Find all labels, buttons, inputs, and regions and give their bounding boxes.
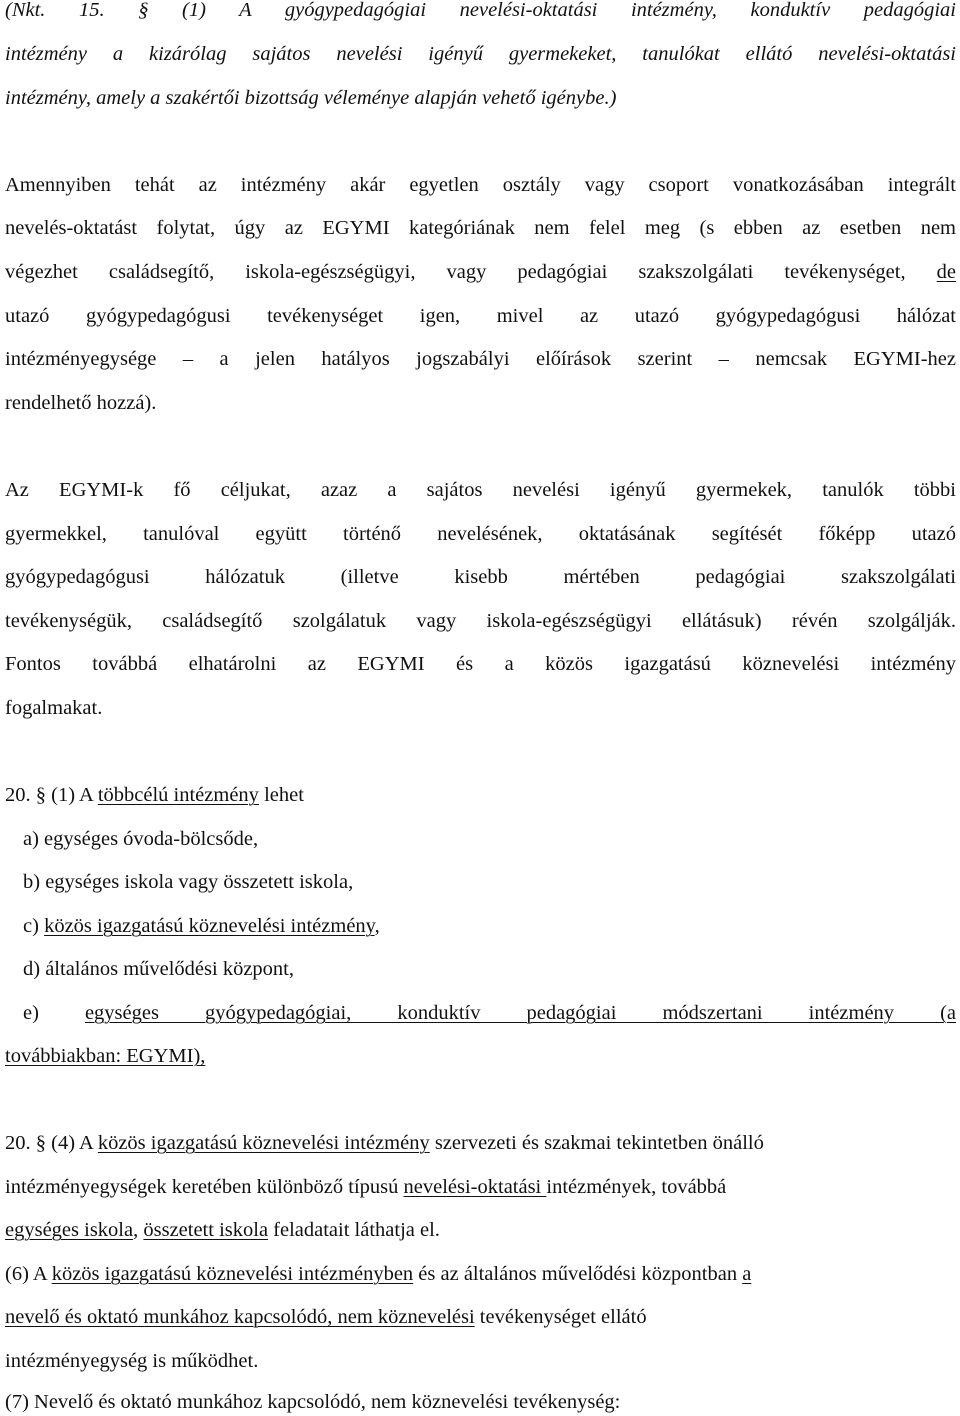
para1-line-5: intézményegysége – a jelen hatályos jogszabályi előírások szerint – nemcsak EGYMI-hez xyxy=(5,348,956,370)
note-line-3: intézmény, amely a szakértői bizottság véleménye alapján vehető igénybe.) xyxy=(5,87,617,109)
note-line-2: intézmény a kizárólag sajátos nevelési igényű gyermekeket, tanulókat ellátó nevelési-oktatási xyxy=(5,43,956,65)
para1-line-4: utazó gyógypedagógusi tevékenységet igen, mivel az utazó gyógypedagógusi hálózat xyxy=(5,305,956,327)
section-20-6-line-2: nevelő és oktató munkához kapcsolódó, nem köznevelési tevékenységet ellátó xyxy=(5,1306,647,1328)
section-20-4-line-3: egységes iskola, összetett iskola feladatait láthatja el. xyxy=(5,1219,440,1241)
list-item-a: a) egységes óvoda-bölcsőde, xyxy=(23,828,259,850)
section-20-6-line-1: (6) A közös igazgatású köznevelési intézményben és az általános művelődési központban a xyxy=(5,1263,752,1285)
section-20-4-line-2: intézményegységek keretében különböző típusú nevelési-oktatási intézmények, továbbá xyxy=(5,1176,727,1198)
list-item-e: e) egységes gyógypedagógiai, konduktív pedagógiai módszertani intézmény (a xyxy=(23,1002,956,1024)
list-item-d: d) általános művelődési központ, xyxy=(23,958,294,980)
list-item-c: c) közös igazgatású köznevelési intézmény, xyxy=(23,915,380,937)
section-20-1-heading: 20. § (1) A többcélú intézmény lehet xyxy=(5,784,304,806)
list-item-e-continued: továbbiakban: EGYMI), xyxy=(5,1045,206,1067)
list-item-b: b) egységes iskola vagy összetett iskola, xyxy=(23,871,354,893)
para1-line-3: végezhet családsegítő, iskola-egészségügyi, vagy pedagógiai szakszolgálati tevékenységet, de xyxy=(5,261,956,283)
section-20-7-line-1: (7) Nevelő és oktató munkához kapcsolódó, nem köznevelési tevékenység: xyxy=(5,1391,621,1413)
para1-line-6: rendelhető hozzá). xyxy=(5,392,157,414)
section-20-4-line-1: 20. § (4) A közös igazgatású köznevelési intézmény szervezeti és szakmai tekintetben önálló xyxy=(5,1132,764,1154)
section-20-6-line-3: intézményegység is működhet. xyxy=(5,1350,259,1372)
para1-line-1: Amennyiben tehát az intézmény akár egyetlen osztály vagy csoport vonatkozásában integrált xyxy=(5,174,956,196)
para2-line-3: gyógypedagógusi hálózatuk (illetve kisebb mértében pedagógiai szakszolgálati xyxy=(5,566,956,588)
para1-line-2: nevelés-oktatást folytat, úgy az EGYMI kategóriának nem felel meg (s ebben az esetben nem xyxy=(5,217,956,239)
note-line-1: (Nkt. 15. § (1) A gyógypedagógiai nevelési-oktatási intézmény, konduktív pedagógiai xyxy=(5,0,956,21)
para2-line-2: gyermekkel, tanulóval együtt történő nevelésének, oktatásának segítését főképp utazó xyxy=(5,523,956,545)
para2-line-4: tevékenységük, családsegítő szolgálatuk vagy iskola-egészségügyi ellátásuk) révén szolgálják. xyxy=(5,610,956,632)
para2-line-5: Fontos továbbá elhatárolni az EGYMI és a közös igazgatású köznevelési intézmény xyxy=(5,653,956,675)
para2-line-6: fogalmakat. xyxy=(5,697,103,719)
para2-line-1: Az EGYMI-k fő céljukat, azaz a sajátos nevelési igényű gyermekek, tanulók többi xyxy=(5,479,956,501)
